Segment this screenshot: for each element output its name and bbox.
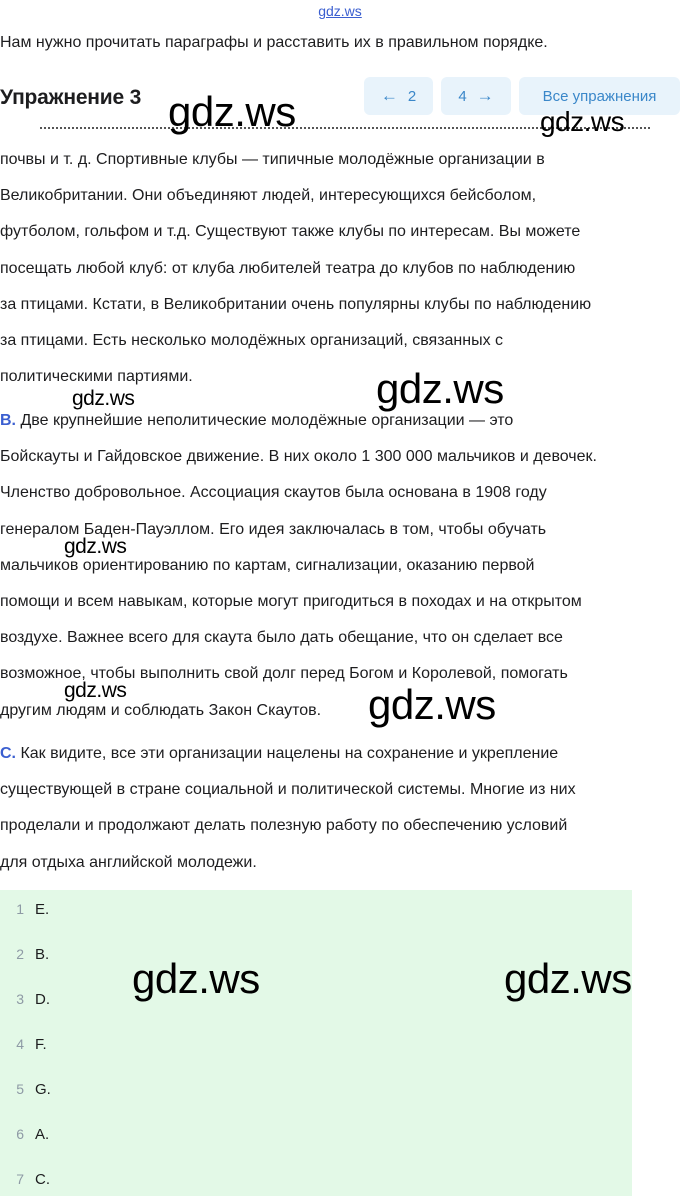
answer-number: 3	[16, 991, 24, 1007]
section-letter-c: C.	[0, 745, 16, 762]
answer-row	[0, 1034, 47, 1054]
text-line: посещать любой клуб: от клуба любителей театра до клубов по наблюдению	[0, 259, 576, 277]
answer-row	[0, 989, 50, 1009]
answer-number: 6	[16, 1126, 24, 1142]
answer-row	[0, 899, 49, 919]
text-line: воздухе. Важнее всего для скаута было дать обещание, что он сделает все	[0, 629, 563, 647]
text-line: возможное, чтобы выполнить свой долг перед Богом и Королевой, помогать	[0, 665, 568, 683]
text-line: Бойскауты и Гайдовское движение. В них около 1 300 000 мальчиков и девочек.	[0, 448, 597, 466]
answer-number: 4	[16, 1036, 24, 1052]
watermark: gdz.ws	[64, 679, 127, 702]
watermark: gdz.ws	[168, 88, 296, 135]
prev-exercise-button[interactable]	[364, 77, 433, 115]
all-exercises-label: Все упражнения	[542, 87, 657, 105]
text-line	[0, 403, 680, 439]
text-line: для отдыха английской молодежи.	[0, 853, 257, 871]
paragraph-b	[0, 403, 680, 729]
paragraph-c	[0, 736, 680, 881]
answer-text: G.	[35, 1080, 51, 1098]
answer-row	[0, 1079, 51, 1099]
text-line: существующей в стране социальной и политической системы. Многие из них	[0, 781, 576, 799]
prev-exercise-label: 2	[407, 87, 417, 105]
text-line: Великобритании. Они объединяют людей, интересующихся бейсболом,	[0, 187, 537, 205]
watermark: gdz.ws	[376, 365, 504, 412]
answer-box	[0, 890, 632, 1196]
watermark: gdz.ws	[504, 955, 632, 1002]
watermark: gdz.ws	[72, 387, 135, 410]
answer-text: F.	[35, 1035, 47, 1053]
watermark: gdz.ws	[64, 535, 127, 558]
answer-text: E.	[35, 900, 50, 918]
text-line: мальчиков ориентированию по картам, сигнализации, оказанию первой	[0, 556, 535, 574]
arrow-right-icon: →	[476, 86, 494, 105]
answer-row	[0, 1124, 49, 1144]
paragraph-a	[0, 142, 680, 395]
text-line: футболом, гольфом и т.д. Существуют также клубы по интересам. Вы можете	[0, 223, 581, 241]
arrow-left-icon: ←	[380, 86, 398, 105]
watermark: gdz.ws	[368, 681, 496, 728]
text-line: проделали и продолжают делать полезную работу по обеспечению условий	[0, 817, 568, 835]
watermark: gdz.ws	[132, 955, 260, 1002]
text-line: другим людям и соблюдать Закон Скаутов.	[0, 701, 322, 719]
next-exercise-label: 4	[458, 87, 467, 105]
intro-text: Нам нужно прочитать параграфы и расставить их в правильном порядке.	[0, 34, 548, 51]
answer-row	[0, 944, 49, 964]
next-exercise-button[interactable]	[441, 77, 511, 115]
answer-text: C.	[35, 1170, 50, 1188]
clipped-text-line	[0, 125, 680, 134]
text-line: Членство добровольное. Ассоциация скаутов была основана в 1908 году	[0, 484, 547, 502]
answer-number: 1	[16, 901, 24, 917]
answer-number: 5	[16, 1081, 24, 1097]
watermark: gdz.ws	[540, 106, 625, 137]
answer-number: 2	[16, 946, 24, 962]
all-exercises-button[interactable]	[519, 77, 680, 115]
answer-text: D.	[35, 990, 50, 1008]
answer-number: 7	[16, 1171, 24, 1187]
text-line: политическими партиями.	[0, 368, 193, 386]
answer-text: B.	[35, 945, 50, 963]
text-line: помощи и всем навыкам, которые могут пригодиться в походах и на открытом	[0, 593, 582, 611]
text-line-start: Как видите, все эти организации нацелены на сохранение и укрепление	[16, 745, 559, 762]
section-letter-b: B.	[0, 412, 16, 429]
top-brand-link[interactable]: gdz.ws	[318, 3, 362, 19]
text-line-start: Две крупнейшие неполитические молодёжные организации — это	[16, 412, 514, 429]
text-line	[0, 736, 680, 772]
text-line: почвы и т. д. Спортивные клубы — типичные молодёжные организации в	[0, 151, 545, 168]
answer-text: A.	[35, 1125, 50, 1143]
exercise-title: Упражнение 3	[0, 86, 142, 109]
text-line: за птицами. Есть несколько молодёжных организаций, связанных с	[0, 332, 504, 350]
answer-row	[0, 1169, 50, 1189]
text-line: генералом Баден-Пауэллом. Его идея заключалась в том, чтобы обучать	[0, 520, 547, 538]
text-line: за птицами. Кстати, в Великобритании очень популярны клубы по наблюдению	[0, 295, 592, 313]
